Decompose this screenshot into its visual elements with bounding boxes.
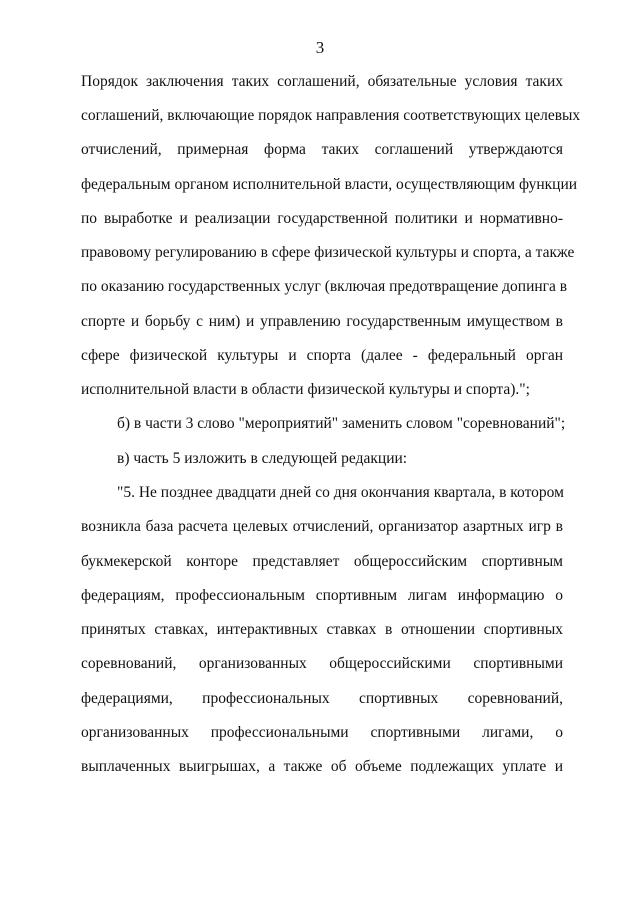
quote-line-4: федерациям, профессиональным спортивным лигам информацию о — [81, 587, 563, 604]
text-line-10: исполнительной власти в области физической культуры и спорта)."; — [81, 381, 530, 398]
text-line-2: соглашений, включающие порядок направления соответствующих целевых — [81, 107, 581, 124]
quote-line-7: федерациями, профессиональных спортивных соревнований, — [81, 690, 563, 707]
quote-line-3: букмекерской конторе представляет общероссийским спортивным — [81, 553, 563, 570]
quote-line-9: выплаченных выигрышах, а также об объеме подлежащих уплате и — [81, 758, 563, 775]
quote-line-5: принятых ставках, интерактивных ставках в отношении спортивных — [81, 621, 563, 638]
quote-line-8: организованных профессиональными спортивными лигами, о — [81, 724, 563, 741]
paragraph-b: б) в части 3 слово "мероприятий" заменить словом "соревнований"; — [117, 415, 566, 432]
text-line-5: по выработке и реализации государственной политики и нормативно- — [81, 210, 563, 227]
quote-line-2: возникла база расчета целевых отчислений, организатор азартных игр в — [81, 518, 563, 535]
text-line-8: спорте и борьбу с ним) и управлению государственным имуществом в — [81, 313, 563, 330]
text-line-1: Порядок заключения таких соглашений, обязательные условия таких — [81, 73, 563, 90]
paragraph-v: в) часть 5 изложить в следующей редакции: — [117, 450, 408, 467]
text-line-4: федеральным органом исполнительной власти, осуществляющим функции — [81, 176, 578, 193]
quote-line-1: "5. Не позднее двадцати дней со дня окончания квартала, в котором — [117, 484, 564, 501]
quote-line-6: соревнований, организованных общероссийскими спортивными — [81, 655, 563, 672]
text-line-3: отчислений, примерная форма таких соглашений утверждаются — [81, 141, 563, 158]
text-line-9: сфере физической культуры и спорта (далее - федеральный орган — [81, 347, 563, 364]
page-number: 3 — [315, 38, 325, 57]
text-line-6: правовому регулированию в сфере физической культуры и спорта, а также — [81, 244, 575, 261]
text-line-7: по оказанию государственных услуг (включая предотвращение допинга в — [81, 278, 568, 295]
